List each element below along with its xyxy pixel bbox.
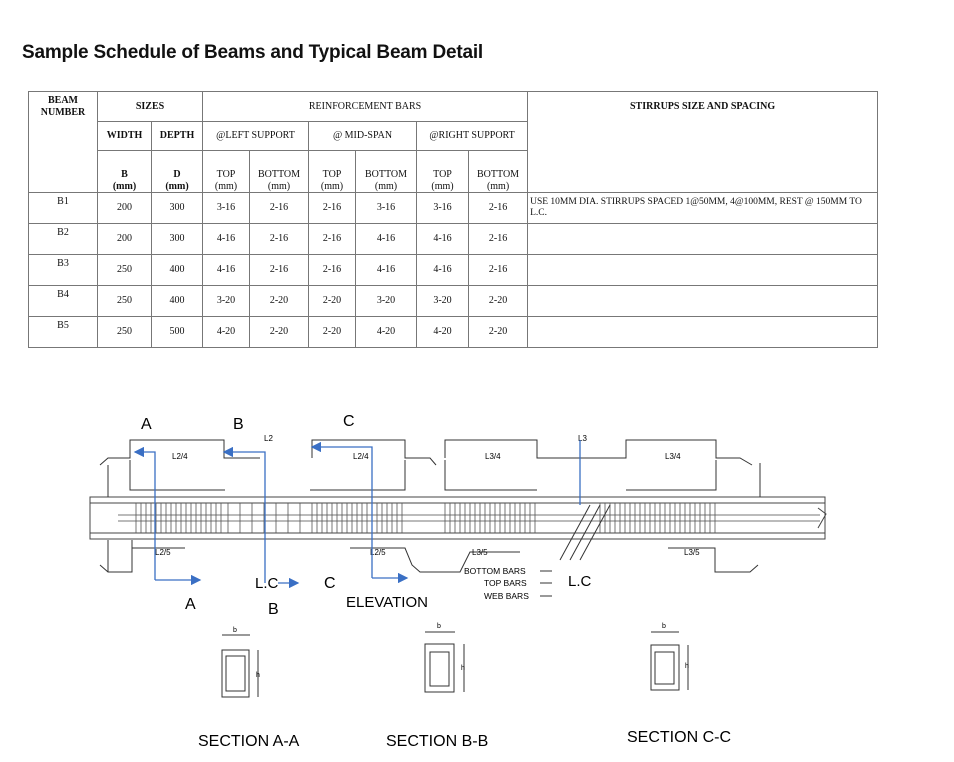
width-cell: 250 — [98, 286, 152, 317]
l2-label: L2 — [264, 434, 273, 443]
depth-cell: 400 — [152, 286, 203, 317]
bar-legend-leaders — [540, 571, 552, 596]
section-h-dim: h — [685, 663, 689, 670]
beam-number-cell: B4 — [29, 286, 98, 317]
ms-top-cell: 2-16 — [309, 255, 356, 286]
section-letter-c: C — [324, 575, 336, 592]
section-h-dim: h — [256, 672, 260, 679]
section-letter-b: B — [268, 601, 279, 618]
bottom-bars-label: BOTTOM BARS — [464, 566, 526, 576]
top-bars-label: TOP BARS — [484, 578, 527, 588]
section-letter-c: C — [343, 413, 355, 430]
beam-number-header: BEAM NUMBER — [29, 92, 98, 122]
rs-bottom-cell: 2-20 — [469, 317, 528, 348]
ms-top-cell: 2-20 — [309, 286, 356, 317]
l3-4-label: L3/4 — [665, 452, 681, 461]
ls-bottom-cell: 2-16 — [250, 224, 309, 255]
beam-number-cell: B2 — [29, 224, 98, 255]
ls-top-cell: 4-16 — [203, 255, 250, 286]
stirrups-hatch — [136, 503, 715, 533]
section-aa-drawing — [222, 635, 258, 697]
ls-top-cell: 4-20 — [203, 317, 250, 348]
l3-5-label: L3/5 — [684, 548, 700, 557]
ms-bottom-cell: 4-20 — [356, 317, 417, 348]
bottom-bars — [100, 540, 758, 572]
top-bars — [100, 440, 760, 497]
beam-number-cell: B1 — [29, 193, 98, 224]
ls-top-cell: 4-16 — [203, 224, 250, 255]
lc-label: L.C — [568, 573, 592, 590]
reinforcement-header: REINFORCEMENT BARS — [203, 92, 528, 122]
rs-top-cell: 4-16 — [417, 255, 469, 286]
section-b-dim: b — [437, 623, 441, 630]
ls-bottom-cell: 2-16 — [250, 193, 309, 224]
ls-top-cell: 3-20 — [203, 286, 250, 317]
section-cut-lines — [135, 440, 580, 583]
left-support-header: @LEFT SUPPORT — [203, 122, 309, 151]
ms-top-cell: 2-20 — [309, 317, 356, 348]
sizes-header: SIZES — [98, 92, 203, 122]
top-header: TOP (mm) — [203, 151, 250, 193]
page-title: Sample Schedule of Beams and Typical Beam Detail — [22, 42, 483, 63]
ms-bottom-cell: 3-20 — [356, 286, 417, 317]
b-header: B (mm) — [98, 151, 152, 193]
top-header: TOP (mm) — [417, 151, 469, 193]
ls-bottom-cell: 2-16 — [250, 255, 309, 286]
right-support-header: @RIGHT SUPPORT — [417, 122, 528, 151]
ms-bottom-cell: 4-16 — [356, 224, 417, 255]
beam-number-cell: B5 — [29, 317, 98, 348]
l2-5-label: L2/5 — [155, 548, 171, 557]
width-header: WIDTH — [98, 122, 152, 151]
rs-bottom-cell: 2-16 — [469, 224, 528, 255]
section-b-dim: b — [662, 623, 666, 630]
l3-4-label: L3/4 — [485, 452, 501, 461]
stirrup-note: USE 10MM DIA. STIRRUPS SPACED 1@50MM, 4@100MM, REST @ 150MM TO L.C. — [528, 193, 878, 224]
top-header: TOP (mm) — [309, 151, 356, 193]
l3-label: L3 — [578, 434, 587, 443]
section-bb-label: SECTION B-B — [386, 733, 489, 750]
beam-elevation — [90, 497, 826, 539]
rs-bottom-cell: 2-20 — [469, 286, 528, 317]
lc-label: L.C — [255, 575, 279, 592]
bottom-header: BOTTOM (mm) — [469, 151, 528, 193]
rs-bottom-cell: 2-16 — [469, 255, 528, 286]
section-letter-b: B — [233, 416, 244, 433]
section-b-dim: b — [233, 627, 237, 634]
width-cell: 250 — [98, 317, 152, 348]
elevation-label: ELEVATION — [346, 594, 428, 611]
mid-span-header: @ MID-SPAN — [309, 122, 417, 151]
ls-bottom-cell: 2-20 — [250, 317, 309, 348]
ls-top-cell: 3-16 — [203, 193, 250, 224]
section-bb-drawing — [425, 632, 464, 692]
width-cell: 200 — [98, 224, 152, 255]
stirrups-header: STIRRUPS SIZE AND SPACING — [528, 92, 878, 122]
rs-top-cell: 4-16 — [417, 224, 469, 255]
width-cell: 200 — [98, 193, 152, 224]
ms-bottom-cell: 4-16 — [356, 255, 417, 286]
depth-cell: 300 — [152, 193, 203, 224]
section-letter-a: A — [185, 596, 196, 613]
section-letter-a: A — [141, 416, 152, 433]
bottom-header: BOTTOM (mm) — [356, 151, 417, 193]
rs-bottom-cell: 2-16 — [469, 193, 528, 224]
section-cc-drawing — [651, 632, 688, 690]
rs-top-cell: 4-20 — [417, 317, 469, 348]
l2-4-label: L2/4 — [172, 452, 188, 461]
l3-5-label: L3/5 — [472, 548, 488, 557]
rs-top-cell: 3-20 — [417, 286, 469, 317]
l2-5-label: L2/5 — [370, 548, 386, 557]
d-header: D (mm) — [152, 151, 203, 193]
depth-cell: 400 — [152, 255, 203, 286]
depth-cell: 500 — [152, 317, 203, 348]
ms-bottom-cell: 3-16 — [356, 193, 417, 224]
section-cc-label: SECTION C-C — [627, 729, 731, 746]
l2-4-label: L2/4 — [353, 452, 369, 461]
web-bars-label: WEB BARS — [484, 591, 529, 601]
ls-bottom-cell: 2-20 — [250, 286, 309, 317]
section-h-dim: h — [461, 665, 465, 672]
beam-number-cell: B3 — [29, 255, 98, 286]
ms-top-cell: 2-16 — [309, 193, 356, 224]
depth-header: DEPTH — [152, 122, 203, 151]
rs-top-cell: 3-16 — [417, 193, 469, 224]
depth-cell: 300 — [152, 224, 203, 255]
width-cell: 250 — [98, 255, 152, 286]
section-aa-label: SECTION A-A — [198, 733, 300, 750]
bottom-header: BOTTOM (mm) — [250, 151, 309, 193]
ms-top-cell: 2-16 — [309, 224, 356, 255]
